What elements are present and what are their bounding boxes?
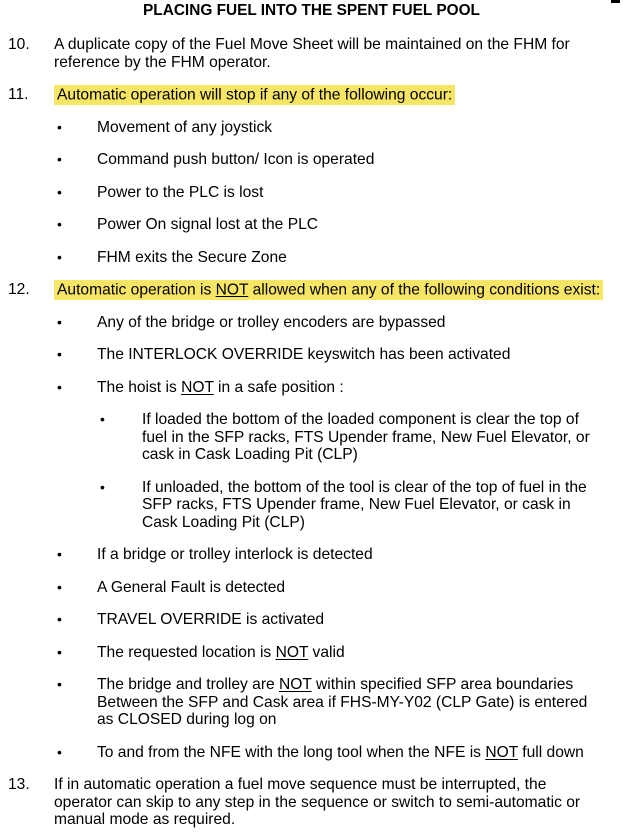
bullet-item	[0, 479, 623, 532]
bullet-text	[97, 644, 623, 662]
underlined-text: NOT	[485, 743, 518, 761]
bullet-icon: •	[57, 643, 62, 660]
bullet-item	[0, 151, 623, 169]
bullet-icon: •	[57, 151, 62, 167]
text-segment: manual mode as required.	[54, 811, 236, 828]
bullet-icon: •	[57, 743, 62, 760]
item-number: 12.	[8, 281, 30, 298]
text-segment: If unloaded, the bottom of the tool is clear of the top of fuel in the	[142, 478, 587, 496]
bullet-item	[0, 216, 623, 234]
bullet-item	[0, 546, 623, 564]
text-segment: Any of the bridge or trolley encoders are bypassed	[97, 313, 446, 331]
text-segment: Power to the PLC is lost	[97, 183, 264, 201]
text-segment: allowed when any of the following conditions exist:	[248, 281, 601, 298]
text-segment: full down	[517, 743, 584, 761]
item-text	[54, 86, 623, 104]
bullet-text	[97, 611, 623, 629]
bullet-item	[0, 346, 623, 364]
bullet-text	[142, 411, 623, 464]
bullet-item	[0, 579, 623, 597]
bullet-icon: •	[57, 118, 62, 135]
text-segment: To and from the NFE with the long tool when the NFE is	[97, 743, 486, 761]
text-segment: The INTERLOCK OVERRIDE keyswitch has been activated	[97, 346, 511, 363]
text-segment: The hoist is	[97, 378, 182, 396]
text-segment: Power On signal lost at the PLC	[97, 216, 319, 233]
item-number: 13.	[8, 776, 30, 793]
bullet-text	[97, 249, 623, 267]
bullet-text	[97, 314, 623, 332]
text-segment: cask in Cask Loading Pit (CLP)	[142, 446, 358, 463]
text-segment: as CLOSED during log on	[97, 711, 277, 728]
page-corner-mark	[611, 0, 620, 3]
text-segment: Cask Loading Pit (CLP)	[142, 513, 305, 531]
bullet-text	[97, 151, 623, 169]
text-segment: FHM exits the Secure Zone	[97, 248, 287, 266]
bullet-item	[0, 249, 623, 267]
bullet-item	[0, 611, 623, 629]
text-segment: Command push button/ Icon is operated	[97, 151, 375, 168]
text-segment: reference by the FHM operator.	[54, 53, 271, 71]
numbered-item-11	[0, 86, 623, 104]
bullet-text	[97, 676, 623, 729]
underlined-text: NOT	[181, 378, 214, 396]
item-text	[54, 36, 623, 71]
bullet-icon: •	[57, 578, 62, 595]
text-segment: within specified SFP area boundaries	[311, 676, 574, 693]
text-segment: Automatic operation is	[57, 281, 216, 298]
bullet-item	[0, 411, 623, 464]
text-segment: The bridge and trolley are	[97, 676, 280, 693]
highlighted-text	[54, 85, 455, 105]
numbered-item-10	[0, 36, 623, 71]
bullet-item	[0, 314, 623, 332]
bullet-item	[0, 379, 623, 397]
underlined-text: NOT	[215, 281, 249, 298]
bullet-icon: •	[57, 546, 62, 562]
text-segment: If in automatic operation a fuel move sequence must be interrupted, the	[54, 776, 547, 793]
item-number: 10.	[8, 36, 30, 53]
bullet-text	[97, 184, 623, 202]
highlighted-text	[54, 280, 603, 300]
text-segment: operator can skip to any step in the sequence or switch to semi-automatic or	[54, 793, 581, 811]
bullet-icon: •	[57, 346, 62, 362]
bullet-text	[97, 546, 623, 564]
underlined-text: NOT	[275, 643, 309, 661]
bullet-icon: •	[57, 183, 62, 200]
bullet-icon: •	[100, 411, 105, 427]
text-segment: TRAVEL OVERRIDE is activated	[97, 611, 325, 628]
item-number: 11.	[8, 86, 29, 103]
text-segment: in a safe position :	[213, 378, 344, 396]
numbered-item-12	[0, 281, 623, 299]
bullet-item	[0, 676, 623, 729]
bullet-icon: •	[57, 216, 62, 232]
text-segment: A duplicate copy of the Fuel Move Sheet will be maintained on the FHM for	[54, 36, 570, 53]
bullet-icon: •	[57, 676, 62, 692]
bullet-text	[97, 744, 623, 762]
bullet-icon: •	[57, 313, 62, 330]
text-segment: If a bridge or trolley interlock is detected	[97, 546, 373, 563]
text-segment: Between the SFP and Cask area if FHS-MY-Y02 (CLP Gate) is entered	[97, 693, 588, 711]
bullet-text	[97, 216, 623, 234]
text-segment: Automatic operation will stop if any of the following occur:	[57, 86, 453, 103]
text-segment: SFP racks, FTS Upender frame, New Fuel Elevator, or cask in	[142, 496, 571, 513]
item-text	[54, 281, 623, 299]
text-segment: The requested location is	[97, 643, 276, 661]
bullet-text	[97, 346, 623, 364]
text-segment: Movement of any joystick	[97, 118, 273, 136]
page-title: PLACING FUEL INTO THE SPENT FUEL POOL	[143, 2, 480, 19]
bullet-icon: •	[57, 611, 62, 627]
document-body	[0, 36, 623, 829]
bullet-text	[97, 579, 623, 597]
text-segment: fuel in the SFP racks, FTS Upender frame, New Fuel Elevator, or	[142, 428, 590, 446]
bullet-text	[142, 479, 623, 532]
underlined-text: NOT	[279, 676, 312, 693]
bullet-text	[97, 379, 623, 397]
item-text	[54, 776, 623, 829]
bullet-text	[97, 119, 623, 137]
bullet-icon: •	[100, 478, 105, 495]
bullet-item	[0, 744, 623, 762]
text-segment: A General Fault is detected	[97, 578, 286, 596]
bullet-item	[0, 119, 623, 137]
text-segment: valid	[308, 643, 345, 661]
numbered-item-13	[0, 776, 623, 829]
bullet-item	[0, 644, 623, 662]
bullet-icon: •	[57, 378, 62, 395]
bullet-item	[0, 184, 623, 202]
bullet-icon: •	[57, 248, 62, 265]
text-segment: If loaded the bottom of the loaded component is clear the top of	[142, 411, 579, 428]
